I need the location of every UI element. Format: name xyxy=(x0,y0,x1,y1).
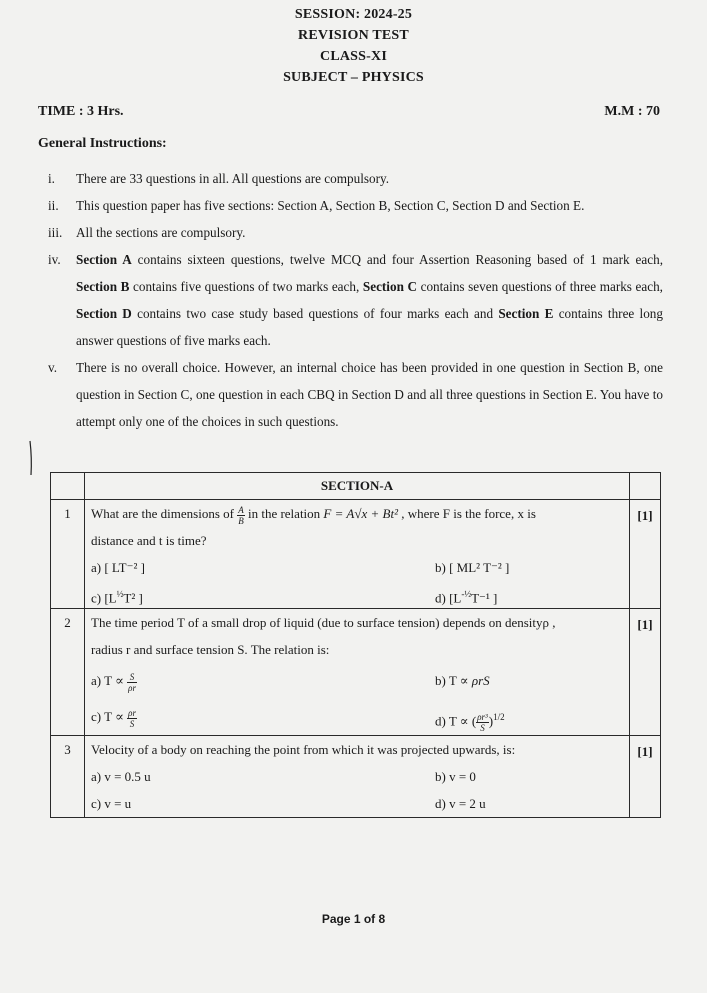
page-number: Page 1 of 8 xyxy=(321,912,386,926)
option-c: c) v = u xyxy=(91,796,132,811)
option-a: a) v = 0.5 u xyxy=(91,769,151,784)
class-line: CLASS-XI xyxy=(320,49,387,64)
instructions-list xyxy=(48,165,663,435)
option-d: d) v = 2 u xyxy=(435,796,486,811)
options-row xyxy=(85,763,629,790)
options-row xyxy=(85,554,629,581)
question-text: What are the dimensions of $\frac{A}{B}$ in the relation F = A√x + Bt² , where F is the force, x is xyxy=(91,504,536,526)
question-row xyxy=(51,609,661,736)
options-row xyxy=(85,790,629,817)
option-d: d) [$L^{-\frac{1}{2}}T^{-1}$ ] xyxy=(435,589,498,606)
question-number: 2 xyxy=(51,609,85,736)
fraction: $\frac{A}{B}$ xyxy=(238,504,244,526)
instruction-item: iii. All the sections are compulsory. xyxy=(48,225,246,240)
question-text: radius r and surface tension S. The relation is: xyxy=(91,642,330,657)
time-marks-row xyxy=(38,104,660,120)
test-title: REVISION TEST xyxy=(298,28,409,43)
option-c: c) T ∝ $\frac{\rho r}{S}$ xyxy=(91,707,136,729)
question-marks: [1] xyxy=(630,736,661,818)
question-text: Velocity of a body on reaching the point from which it was projected upwards, is: xyxy=(91,742,516,757)
options-row xyxy=(85,699,629,735)
question-number: 3 xyxy=(51,736,85,818)
option-a: a) [ LT⁻² ] xyxy=(91,560,145,575)
question-body xyxy=(85,736,630,818)
section-title: SECTION-A xyxy=(85,473,630,500)
question-marks: [1] xyxy=(630,500,661,609)
option-d: d) T ∝ ( $\frac{\text{ρr³}}{S}$ )$^{1/2}$ xyxy=(435,711,505,733)
instruction-item: ii. This question paper has five sections: Section A, Section B, Section C, Section D and Section E. xyxy=(48,198,585,213)
option-b: b) [ ML² T⁻² ] xyxy=(435,560,510,575)
general-instructions-title: General Instructions: xyxy=(38,136,167,151)
options-row xyxy=(85,581,629,608)
question-number: 1 xyxy=(51,500,85,609)
question-row xyxy=(51,736,661,818)
question-row xyxy=(51,500,661,609)
option-a: a) T ∝ $\frac{S}{\rho r}$ xyxy=(91,671,136,693)
margin-pencil-mark xyxy=(28,440,34,476)
max-marks-label: M.M : 70 xyxy=(604,104,660,119)
option-b: b) v = 0 xyxy=(435,769,476,784)
option-c: c) [$L^{\frac{1}{2}}T^2$ ] xyxy=(91,589,143,606)
instruction-item: iv. Section A contains sixteen questions, twelve MCQ and four Assertion Reasoning based of 1 mark each, Section B contains five questions of two marks each, Section C contains seven questions of three marks each, Section D contains two case study based questions of four marks each and Section E contains three long answer questions of five marks each. xyxy=(48,252,663,348)
section-a-table xyxy=(50,472,661,818)
subject-line: SUBJECT – PHYSICS xyxy=(283,70,424,85)
exam-header xyxy=(0,4,707,88)
question-text: distance and t is time? xyxy=(91,533,207,548)
options-row xyxy=(85,663,629,699)
instruction-item: v. There is no overall choice. However, an internal choice has been provided in one question in Section B, one question in Section C, one question in each CBQ in Section D and all three questions in Section E. You have to attempt only one of the choices in such questions. xyxy=(48,360,663,429)
session-line: SESSION: 2024-25 xyxy=(294,7,413,22)
instruction-item: i. There are 33 questions in all. All questions are compulsory. xyxy=(48,171,390,186)
time-label: TIME : 3 Hrs. xyxy=(38,104,124,119)
question-marks: [1] xyxy=(630,609,661,736)
option-b: b) T ∝ ρrS xyxy=(435,673,490,688)
question-text: The time period T of a small drop of liquid (due to surface tension) depends on densityρ , xyxy=(91,615,556,630)
question-body xyxy=(85,500,630,609)
question-body xyxy=(85,609,630,736)
